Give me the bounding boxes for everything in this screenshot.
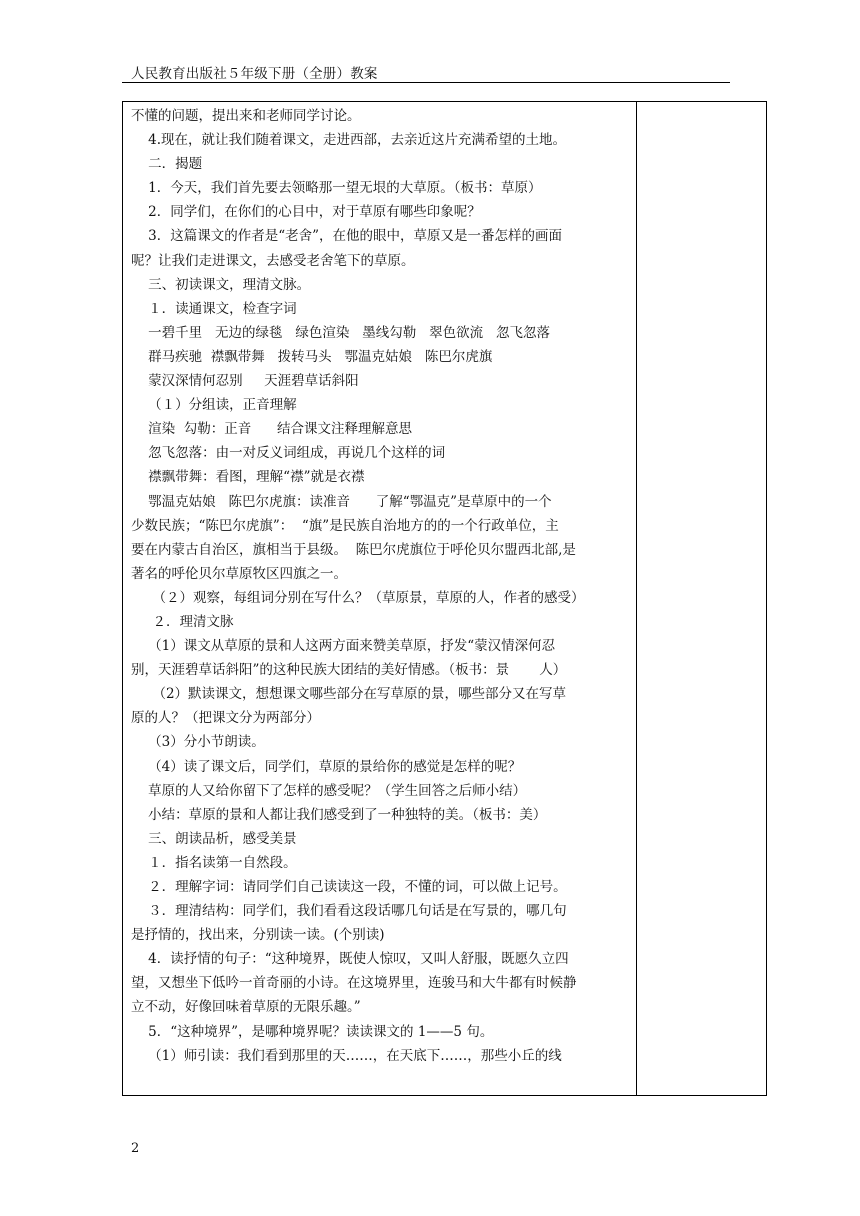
text-line: 群马疾驰 襟飘带舞 拨转马头 鄂温克姑娘 陈巴尔虎旗 bbox=[131, 348, 493, 365]
text-line: 渲染 勾勒：正音 结合课文注释理解意思 bbox=[131, 421, 412, 438]
text-line: 一碧千里 无边的绿毯 绿色渲染 墨线勾勒 翠色欲流 忽飞忽落 bbox=[131, 324, 551, 341]
text-line: （１）分组读，正音理解 bbox=[131, 397, 297, 414]
text-line: （3）分小节朗读。 bbox=[131, 734, 265, 751]
text-line: 不懂的问题，提出来和老师同学讨论。 bbox=[131, 108, 361, 124]
text-line: 4．读抒情的句子：“这种境界，既使人惊叹，又叫人舒服，既愿久立四 bbox=[131, 951, 569, 968]
text-line: ３．理清结构：同学们，我们看看这段话哪几句话是在写景的，哪几句 bbox=[131, 903, 567, 920]
text-line: ２．理清文脉 bbox=[131, 613, 234, 630]
text-line: 2．同学们，在你们的心目中，对于草原有哪些印象呢？ bbox=[131, 204, 481, 221]
text-line: （1）课文从草原的景和人这两方面来赞美草原，抒发“蒙汉情深何忍 bbox=[131, 638, 556, 655]
text-line: 忽飞忽落：由一对反义词组成，再说几个这样的词 bbox=[131, 445, 446, 462]
text-line: 4.现在，就让我们随着课文，走进西部，去亲近这片充满希望的土地。 bbox=[131, 132, 567, 149]
text-line: 小结：草原的景和人都让我们感受到了一种独特的美。（板书：美） bbox=[131, 806, 547, 823]
text-line: 三、初读课文，理清文脉。 bbox=[131, 276, 311, 293]
text-line: （1）师引读：我们看到那里的天……，在天底下……，那些小丘的线 bbox=[131, 1047, 562, 1064]
text-line: （２）观察，每组词分别在写什么？（草原景，草原的人，作者的感受） bbox=[131, 589, 585, 606]
text-line: 襟飘带舞：看图，理解“襟”就是衣襟 bbox=[131, 469, 365, 486]
text-line: （2）默读课文，想想课文哪些部分在写草原的景，哪些部分又在写草 bbox=[131, 686, 567, 703]
text-line: 蒙汉深情何忍别 天涯碧草话斜阳 bbox=[131, 373, 359, 390]
lesson-content bbox=[131, 104, 633, 1068]
text-line: ２．理解字词：请同学们自己读读这一段，不懂的词，可以做上记号。 bbox=[131, 879, 567, 895]
text-line: １．指名读第一自然段。 bbox=[131, 854, 297, 871]
text-line: 草原的人又给你留下了怎样的感受呢？（学生回答之后师小结） bbox=[131, 782, 527, 799]
text-line: 要在内蒙古自治区，旗相当于县级。 陈巴尔虎旗位于呼伦贝尔盟西北部,是 bbox=[131, 541, 576, 558]
text-line: 著名的呼伦贝尔草原牧区四旗之一。 bbox=[131, 565, 347, 582]
text-line: 鄂温克姑娘 陈巴尔虎旗：读准音 了解“鄂温克”是草原中的一个 bbox=[131, 493, 552, 510]
text-line: 二．揭题 bbox=[131, 156, 203, 173]
text-line: 原的人？（把课文分为两部分） bbox=[131, 710, 320, 727]
text-line: （4）读了课文后，同学们，草原的景给你的感觉是怎样的呢？ bbox=[131, 758, 522, 775]
text-line: 别，天涯碧草话斜阳”的这种民族大团结的美好情感。（板书：景 人） bbox=[131, 662, 567, 679]
text-line: 5．“这种境界”，是哪种境界呢？读读课文的 1——5 句。 bbox=[131, 1023, 494, 1040]
header-rule bbox=[122, 82, 730, 83]
table-column-divider bbox=[636, 101, 637, 1096]
text-line: 三、朗读品析，感受美景 bbox=[131, 830, 297, 847]
text-line: 望，又想坐下低吟一首奇丽的小诗。在这境界里，连骏马和大牛都有时候静 bbox=[131, 975, 577, 992]
text-line: 1．今天，我们首先要去领略那一望无垠的大草原。（板书：草原） bbox=[131, 180, 542, 197]
text-line: １．读通课文，检查字词 bbox=[131, 300, 297, 317]
document-header: 人民教育出版社５年级下册（全册）教案 bbox=[131, 66, 378, 82]
text-line: 立不动，好像回味着草原的无限乐趣。” bbox=[131, 999, 361, 1016]
text-line: 呢？让我们走进课文，去感受老舍笔下的草原。 bbox=[131, 252, 415, 269]
text-line: 少数民族；“陈巴尔虎旗”： “旗”是民族自治地方的的一个行政单位，主 bbox=[131, 517, 559, 534]
text-line: 3．这篇课文的作者是“老舍”，在他的眼中，草原又是一番怎样的画面 bbox=[131, 228, 563, 245]
text-line: 是抒情的，找出来，分别读一读。(个别读) bbox=[131, 927, 385, 944]
page-number: 2 bbox=[131, 1141, 140, 1156]
